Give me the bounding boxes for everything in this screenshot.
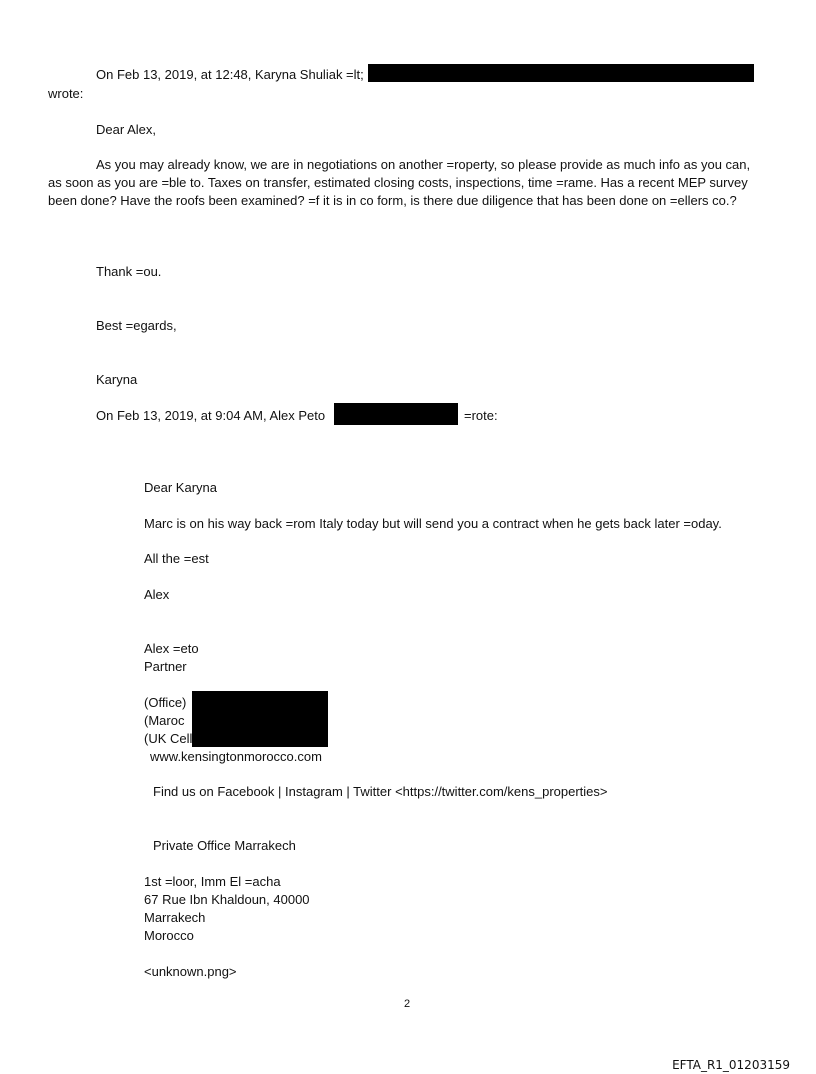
- email1-closing: Best =egards,: [96, 318, 177, 333]
- email1-header: On Feb 13, 2019, at 12:48, Karyna Shuliak =lt;: [96, 67, 364, 82]
- attachment-placeholder: <unknown.png>: [144, 964, 237, 979]
- redaction-bar: [192, 691, 328, 747]
- sig-office-name: Private Office Marrakech: [153, 838, 296, 853]
- sig-website[interactable]: www.kensingtonmorocco.com: [150, 749, 322, 764]
- email2-signature: Alex: [144, 587, 170, 602]
- email1-header-suffix: wrote:: [48, 86, 84, 101]
- sig-title: Partner: [144, 659, 187, 674]
- sig-office-label: (Office): [144, 695, 187, 710]
- sig-name: Alex =eto: [144, 641, 199, 656]
- sig-maroc-label: (Maroc: [144, 713, 185, 728]
- email2-header-suffix: =rote:: [464, 408, 498, 423]
- sig-address-line: 67 Rue Ibn Khaldoun, 40000: [144, 892, 310, 907]
- email2-body: Marc is on his way back =rom Italy today but will send you a contract when he gets back later =oday.: [144, 516, 722, 531]
- document-id: EFTA_R1_01203159: [672, 1058, 790, 1072]
- redaction-bar: [334, 403, 458, 425]
- email1-thanks: Thank =ou.: [96, 264, 162, 279]
- email1-body: [48, 156, 753, 210]
- sig-uk-label: (UK Cell: [144, 731, 193, 746]
- page-number: 2: [404, 998, 411, 1010]
- sig-address-line: Marrakech: [144, 910, 206, 925]
- sig-address-line: 1st =loor, Imm El =acha: [144, 874, 281, 889]
- sig-social-links[interactable]: Find us on Facebook | Instagram | Twitter <https://twitter.com/kens_properties>: [153, 784, 608, 799]
- email1-greeting: Dear Alex,: [96, 122, 156, 137]
- redaction-bar: [368, 64, 754, 82]
- email1-body-text: As you may already know, we are in negotiations on another =roperty, so please provide as much info as you can, as soon as you are =ble to. Taxes on transfer, estimated closing costs, inspections, time =rame. Has a recent MEP survey been done? Have the roofs been examined? =f it is in co form, is there due diligence that has been done on =ellers co.?: [48, 157, 751, 208]
- email2-closing: All the =est: [144, 551, 209, 566]
- email1-signature: Karyna: [96, 372, 138, 387]
- email2-header: On Feb 13, 2019, at 9:04 AM, Alex Peto: [96, 408, 326, 423]
- email2-greeting: Dear Karyna: [144, 480, 217, 495]
- sig-address-line: Morocco: [144, 928, 194, 943]
